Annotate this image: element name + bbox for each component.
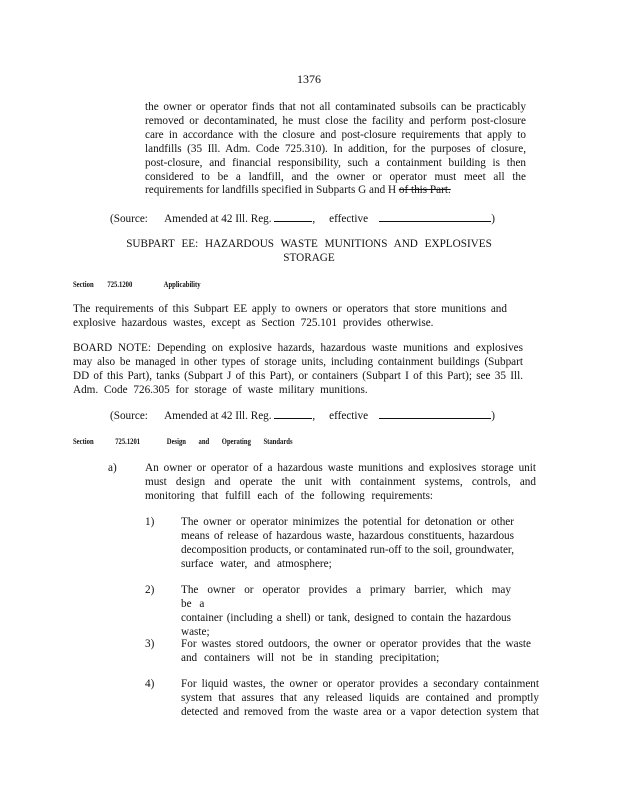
source-comma: , [312,410,316,422]
volume-blank [274,408,312,419]
text-line: The requirements of this Subpart EE apply to owners or operators that store munitions and [73,303,507,315]
last-line-text: requirements for landfills specified in Subparts G and H [145,184,399,197]
text-line: monitoring that fulfill each of the following requirements: [145,489,434,502]
section-number: 725.1200 [107,279,133,289]
section-title: Applicability [163,279,201,289]
item-label: 2) [145,584,155,596]
item-a-paragraph [145,462,536,504]
text-line: care in accordance with the closure and post-closure requirements that apply to [145,128,526,141]
text-line: landfills (35 Ill. Adm. Code 725.310). In addition, for the purposes of closure, [145,142,526,155]
section-label: Section [73,279,94,289]
text-line: BOARD NOTE: Depending on explosive hazards, hazardous waste munitions and explosives [73,342,523,354]
effective-date-blank [379,211,491,222]
source-text: Amended at 42 Ill. Reg. [164,213,272,225]
text-line: and containers will not be in standing precipitation; [181,651,440,664]
text-line: The owner or operator provides a primary barrier, which may be a [181,584,511,610]
sub-item-paragraph [181,678,539,720]
text-line: container (including a shell) or tank, designed to contain the hazardous [181,611,511,624]
text-line: post-closure, and financial responsibility, such a containment building is then [145,156,526,169]
source-label: (Source: [110,410,148,422]
source-note [110,211,495,225]
text-line: surface water, and atmosphere; [181,557,332,570]
section-label: Section [73,436,94,446]
subpart-heading [0,237,618,265]
sub-item-paragraph [181,516,514,572]
sub-item-paragraph [181,638,531,666]
source-close: ) [491,410,495,422]
text-line: An owner or operator of a hazardous waste munitions and explosives storage unit [145,462,536,474]
subpart-heading-line: SUBPART EE: HAZARDOUS WASTE MUNITIONS AND EXPLOSIVES [126,238,492,250]
text-line: must design and operate the unit with containment systems, controls, and [145,475,536,488]
text-line: means of release of hazardous waste, hazardous constituents, hazardous [181,529,514,542]
text-line: DD of this Part), tanks (Subpart J of this Part), or containers (Subpart I of this Part); see 35 Ill. [73,369,523,382]
item-label: 1) [145,516,155,528]
text-line: The owner or operator minimizes the potential for detonation or other [181,516,514,528]
source-note [110,408,495,422]
text-line [145,184,526,198]
text-line: system that assures that any released liquids are contained and promptly [181,691,539,704]
effective-label: effective [329,410,369,422]
subpart-heading-line: STORAGE [283,252,335,264]
struck-text: of this Part. [398,184,451,197]
source-close: ) [491,213,495,225]
applicability-paragraph [73,303,507,331]
text-line: removed or decontaminated, he must close the facility and perform post-closure [145,114,526,127]
text-line: waste; [181,625,210,638]
section-number: 725.1201 [115,436,141,446]
item-label: 3) [145,638,155,650]
text-line: detected and removed from the waste area or a vapor detection system that [181,705,539,718]
board-note [73,342,523,398]
source-text: Amended at 42 Ill. Reg. [164,410,272,422]
source-comma: , [312,213,316,225]
text-line: For wastes stored outdoors, the owner or operator provides that the waste [181,638,531,650]
source-label: (Source: [110,213,148,225]
text-line: decomposition products, or contaminated run-off to the soil, groundwater, [181,543,514,556]
text-line: the owner or operator finds that not all contaminated subsoils can be practicably [145,101,526,113]
effective-date-blank [379,408,491,419]
text-line: For liquid wastes, the owner or operator provides a secondary containment [181,678,539,690]
sub-item-paragraph [181,584,511,640]
text-line: Adm. Code 726.305 for storage of waste military munitions. [73,383,368,396]
item-label: a) [108,462,117,474]
page-number: 1376 [297,72,321,86]
effective-label: effective [329,213,369,225]
text-line: may also be managed in other types of storage units, including containment buildings (Subpart [73,355,523,368]
text-line: considered to be a landfill, and the owner or operator must meet all the [145,170,526,183]
text-line: explosive hazardous wastes, except as Section 725.101 provides otherwise. [73,316,434,329]
volume-blank [274,211,312,222]
section-heading [73,279,201,289]
section-heading [73,436,293,446]
section-title: Design and Operating Standards [166,436,293,446]
intro-paragraph [145,101,526,198]
item-label: 4) [145,678,155,690]
